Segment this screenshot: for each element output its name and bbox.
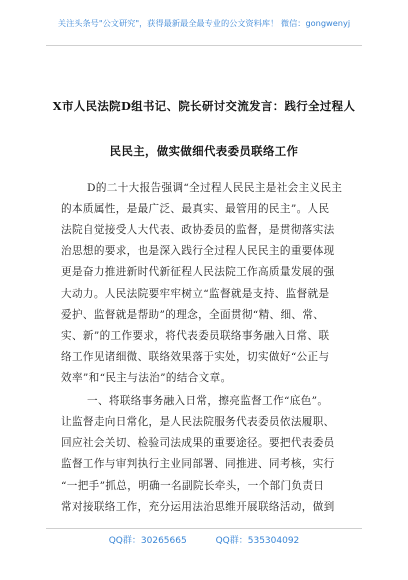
body-line: 实、新”的工作要求，将代表委员联络事务融入日常、联 [61, 330, 330, 342]
document-title-line-1: X市人民法院D组书记、院长研讨交流发言：践行全过程人 [52, 99, 356, 113]
footer-divider [46, 528, 362, 529]
document-title-line-2: 民民主，做实做细代表委员联络工作 [109, 144, 299, 158]
body-line: 络工作见诸细微、联络效果落于实处，切实做好“公正与 [61, 351, 330, 363]
body-line: 法院自觉接受人大代表、政协委员的监督，是贯彻落实法 [61, 224, 335, 236]
body-line: D的二十大报告强调“全过程人民民主是社会主义民主 [87, 182, 343, 194]
body-line: 大动力。人民法院要牢牢树立“监督就是支持、监督就是 [61, 288, 330, 300]
body-line: 监督工作与审判执行主业同部署、同推进、同考核，实行 [61, 458, 335, 470]
body-line: 的本质属性，是最广泛、最真实、最管用的民主”。人民 [61, 203, 330, 215]
body-line: 效率”和“民主与法治”的结合文章。 [61, 372, 232, 384]
body-line: 让监督走向日常化，是人民法院服务代表委员依法履职、 [61, 416, 335, 428]
section-heading-line: 一、将联络事务融入日常，擦亮监督工作“底色”。 [87, 395, 329, 407]
header-banner: 关注头条号"公文研究"，获得最新最全最专业的公文资料库！ 微信：gongwenyj [57, 18, 351, 28]
body-line: “一把手”抓总，明确一名副院长牵头，一个部门负责日 [61, 480, 325, 492]
body-line: 回应社会关切、检验司法成果的重要途径。要把代表委员 [61, 437, 335, 449]
header-divider [46, 45, 362, 46]
body-line: 治思想的要求，也是深入践行全过程人民民主的重要体现 [61, 245, 335, 257]
body-line: 更是奋力推进新时代新征程人民法院工作高质量发展的强 [61, 266, 335, 278]
footer-qq-group-1: QQ群：30265665 [108, 536, 187, 546]
footer-qq-group-2: QQ群：535304092 [215, 536, 300, 546]
body-line: 常对接联络工作，充分运用法治思维开展联络活动，做到 [61, 501, 335, 513]
body-line: 爱护、监督就是帮助”的理念，全面贯彻“精、细、常、 [61, 309, 325, 321]
footer [0, 533, 408, 546]
